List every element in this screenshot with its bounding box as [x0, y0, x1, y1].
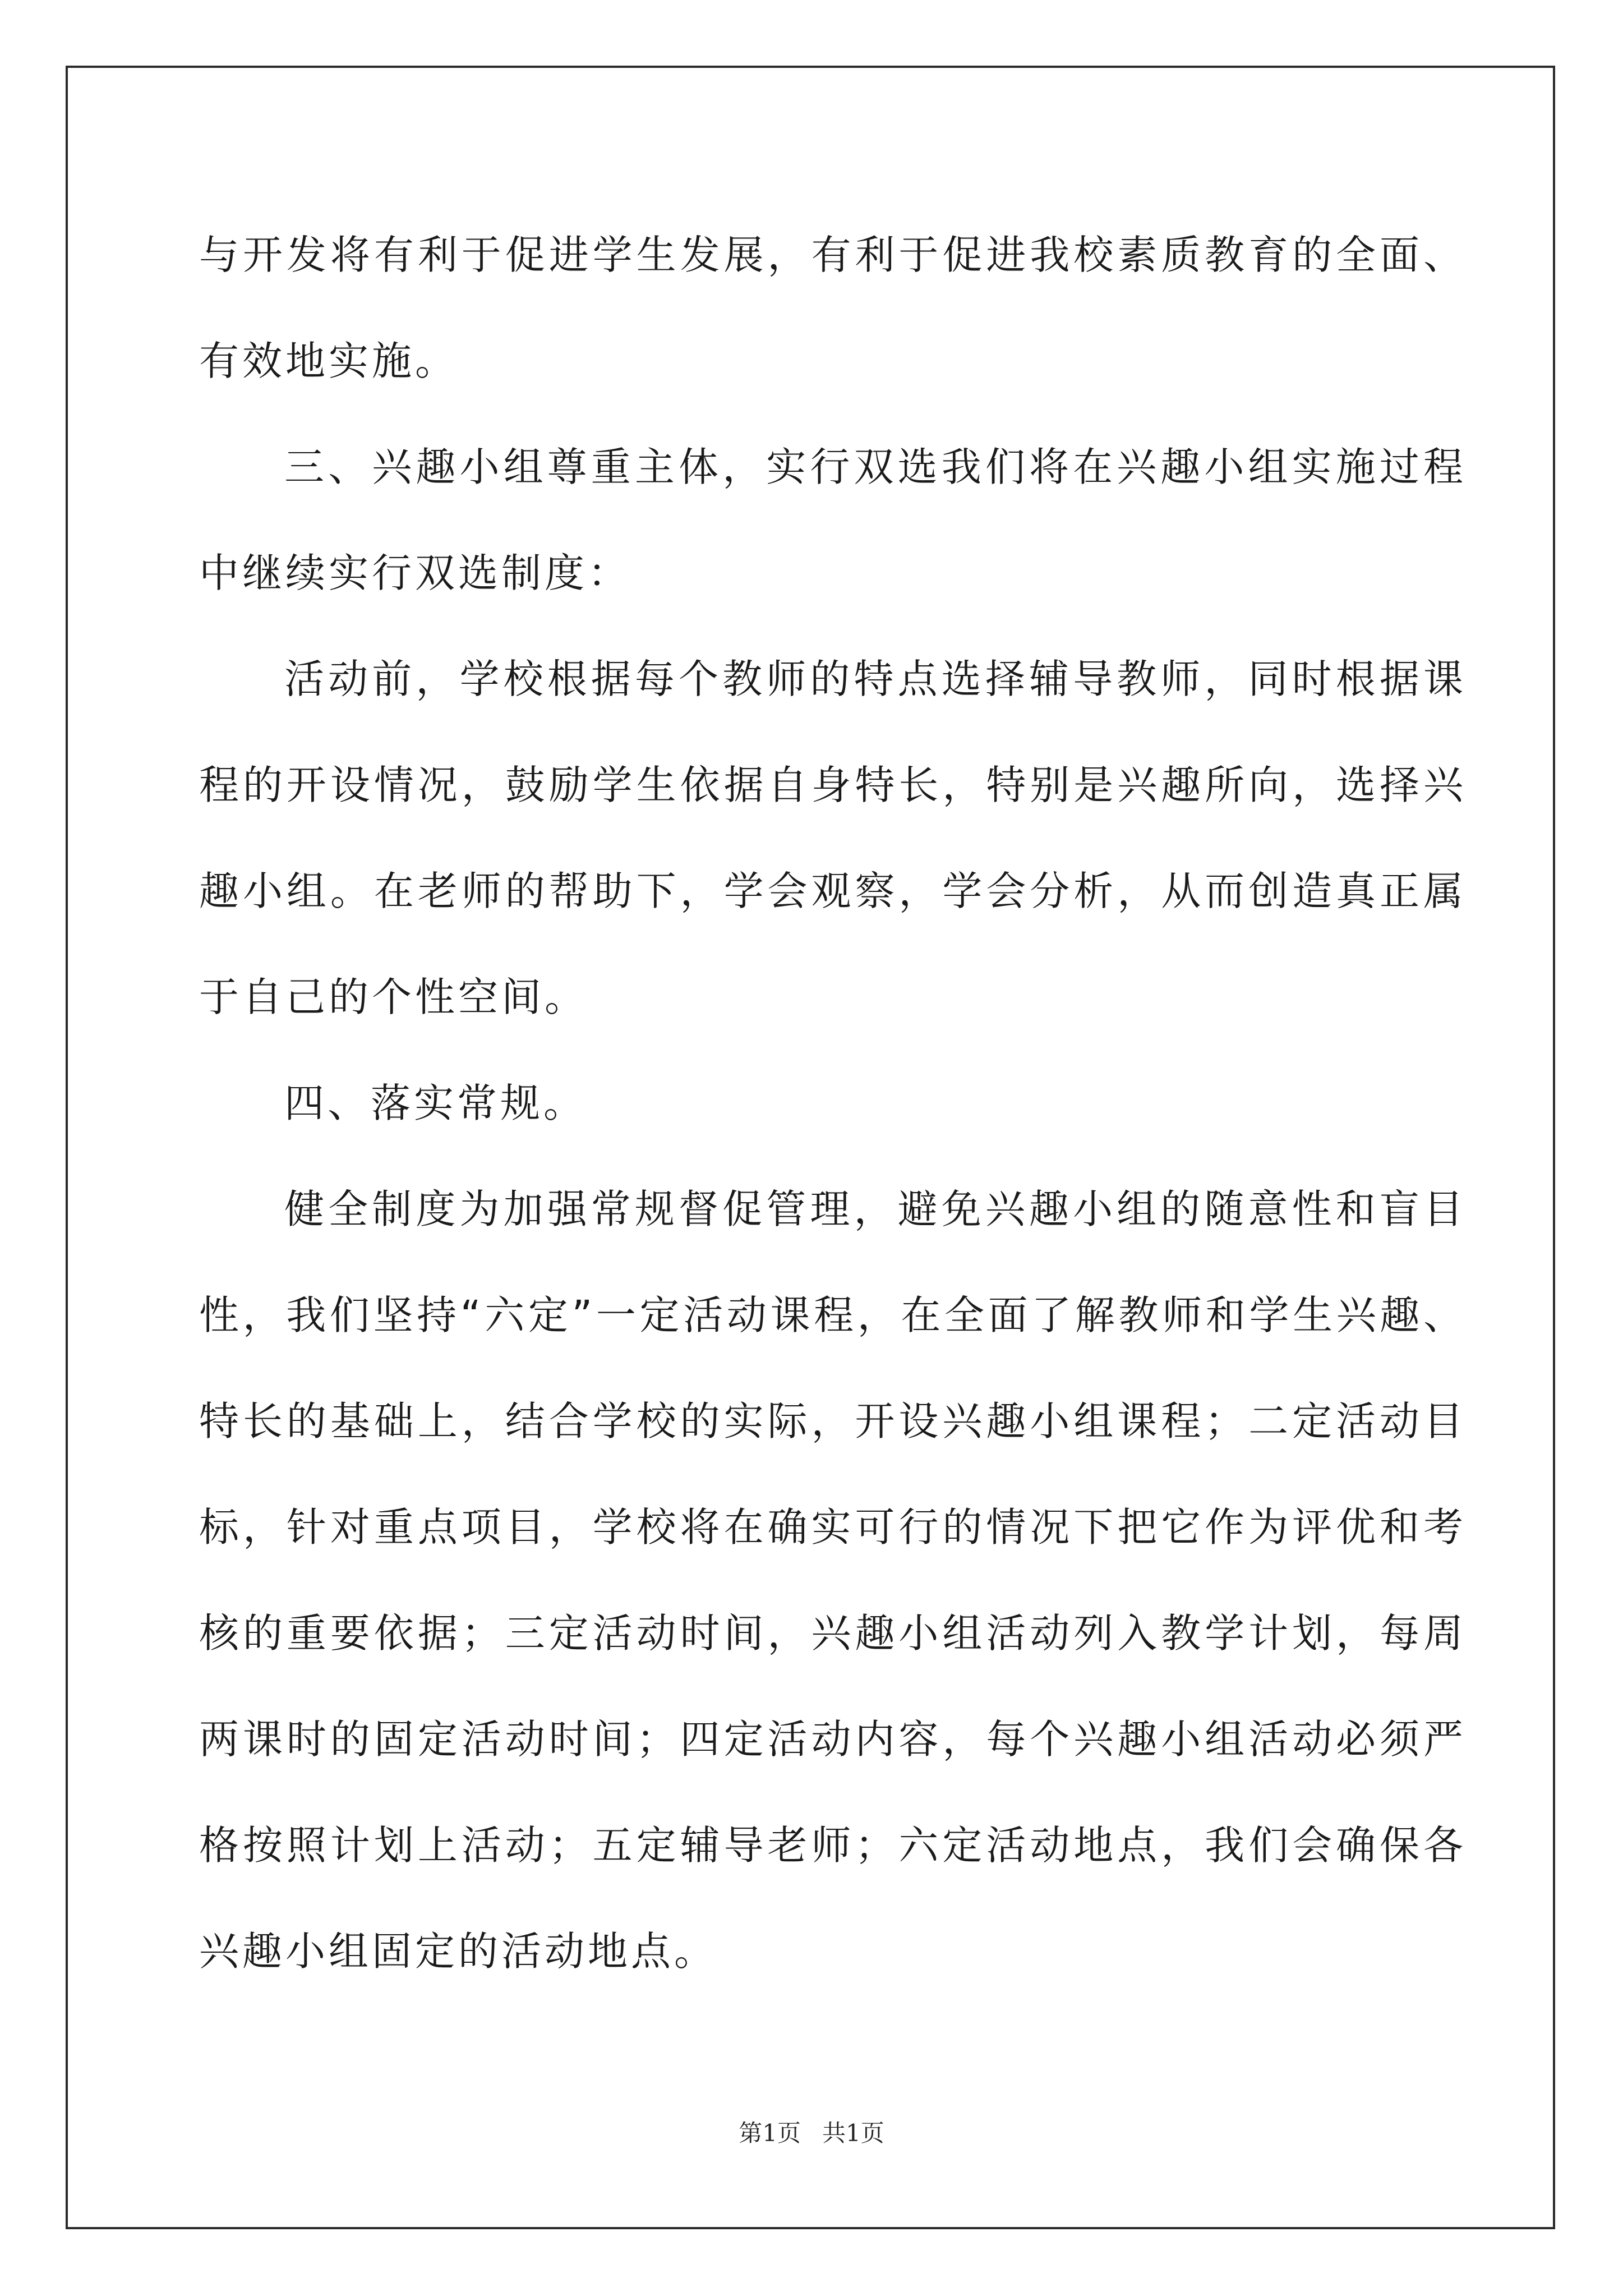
- document-body: [199, 202, 1467, 2004]
- paragraph-5: 健全制度为加强常规督促管理，避免兴趣小组的随意性和盲目性，我们坚持“六定”一定活动课程，在全面了解教师和学生兴趣、特长的基础上，结合学校的实际，开设兴趣小组课程；二定活动目标，针对重点项目，学校将在确实可行的情况下把它作为评优和考核的重要依据；三定活动时间，兴趣小组活动列入教学计划，每周两课时的固定活动时间；四定活动内容，每个兴趣小组活动必须严格按照计划上活动；五定辅导老师；六定活动地点，我们会确保各兴趣小组固定的活动地点。: [199, 1186, 1467, 1975]
- page-total: 共1页: [822, 2119, 884, 2147]
- paragraph-1: 与开发将有利于促进学生发展，有利于促进我校素质教育的全面、有效地实施。: [199, 232, 1467, 384]
- page-footer: [0, 2115, 1623, 2148]
- paragraph-2: 三、兴趣小组尊重主体，实行双选我们将在兴趣小组实施过程中继续实行双选制度：: [199, 444, 1467, 596]
- paragraph-4: 四、落实常规。: [284, 1080, 587, 1126]
- page-number: 第1页: [739, 2119, 801, 2147]
- paragraph-3: 活动前，学校根据每个教师的特点选择辅导教师，同时根据课程的开设情况，鼓励学生依据自身特长，特别是兴趣所向，选择兴趣小组。在老师的帮助下，学会观察，学会分析，从而创造真正属于自己的个性空间。: [199, 656, 1467, 1020]
